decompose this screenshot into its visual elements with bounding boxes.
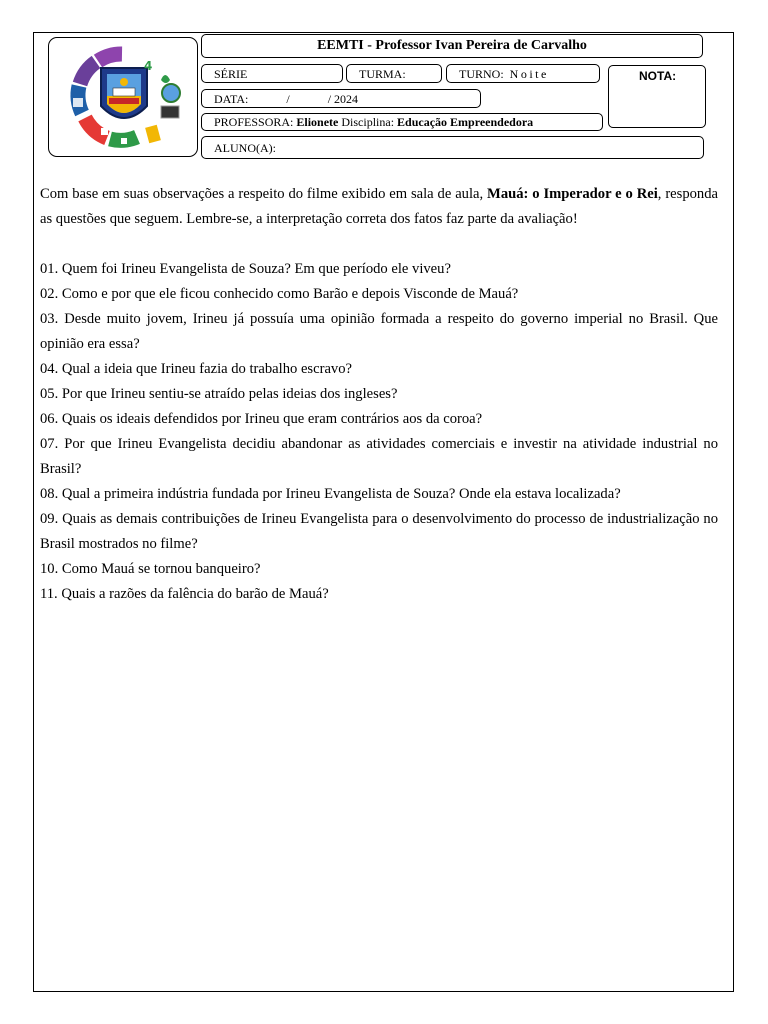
aluno-field[interactable] [201,136,704,159]
intro-part-1: Com base em suas observações a respeito do filme exibido em sala de aula, [40,186,488,202]
question-item: 06. Quais os ideais defendidos por Irineu que eram contrários aos da coroa? [40,411,483,427]
disciplina-label: Disciplina: [341,115,395,129]
question-item: 11. Quais a razões da falência do barão de Mauá? [40,586,329,602]
data-label: DATA: [214,91,249,106]
nota-label: NOTA: [639,69,677,83]
turma-label: TURMA: [359,66,406,81]
question-list [40,257,718,607]
serie-label: SÉRIE [214,66,248,81]
main-content [40,182,718,607]
professora-label: PROFESSORA: [214,115,294,129]
turma-field[interactable] [346,64,442,83]
intro-part-2: , responda as questões que seguem. Lembre-se, a interpretação correta dos fatos faz parte da avaliação! [40,186,718,227]
question-item: 05. Por que Irineu sentiu-se atraído pelas ideias dos ingleses? [40,386,398,402]
question-item: 07. Por que Irineu Evangelista decidiu abandonar as atividades comerciais e investir na atividade industrial no Brasil? [40,436,718,477]
intro-paragraph [40,182,718,232]
svg-text:4: 4 [144,59,153,73]
school-logo [49,38,198,157]
professora-name: Elionete [296,115,339,129]
school-logo-frame [48,37,198,157]
turno-field [446,64,600,83]
data-year: / 2024 [327,91,359,106]
question-item: 10. Como Mauá se tornou banqueiro? [40,561,261,577]
film-title: Mauá: o Imperador e o Rei [487,186,658,202]
question-item: 03. Desde muito jovem, Irineu já possuía uma opinião formada a respeito do governo imperial no Brasil. Que opinião era essa? [40,311,718,352]
question-item: 08. Qual a primeira indústria fundada por Irineu Evangelista de Souza? Onde ela estava localizada? [40,486,621,502]
question-item: 01. Quem foi Irineu Evangelista de Souza? Em que período ele viveu? [40,261,451,277]
disciplina-name: Educação Empreendedora [397,115,534,129]
data-slash-1: / [286,91,290,106]
question-item: 02. Como e por que ele ficou conhecido como Barão e depois Visconde de Mauá? [40,286,519,302]
nota-field[interactable] [608,65,706,128]
professora-field [201,113,603,131]
serie-field[interactable] [201,64,343,83]
school-title: EEMTI - Professor Ivan Pereira de Carvalho [201,34,703,58]
aluno-label: ALUNO(A): [214,140,276,155]
turno-value: Noite [509,66,549,81]
data-field[interactable] [201,89,481,108]
turno-label: TURNO: [459,66,504,81]
question-item: 04. Qual a ideia que Irineu fazia do trabalho escravo? [40,361,352,377]
question-item: 09. Quais as demais contribuições de Irineu Evangelista para o desenvolvimento do processo de industrialização no Brasil mostrados no filme? [40,511,718,552]
